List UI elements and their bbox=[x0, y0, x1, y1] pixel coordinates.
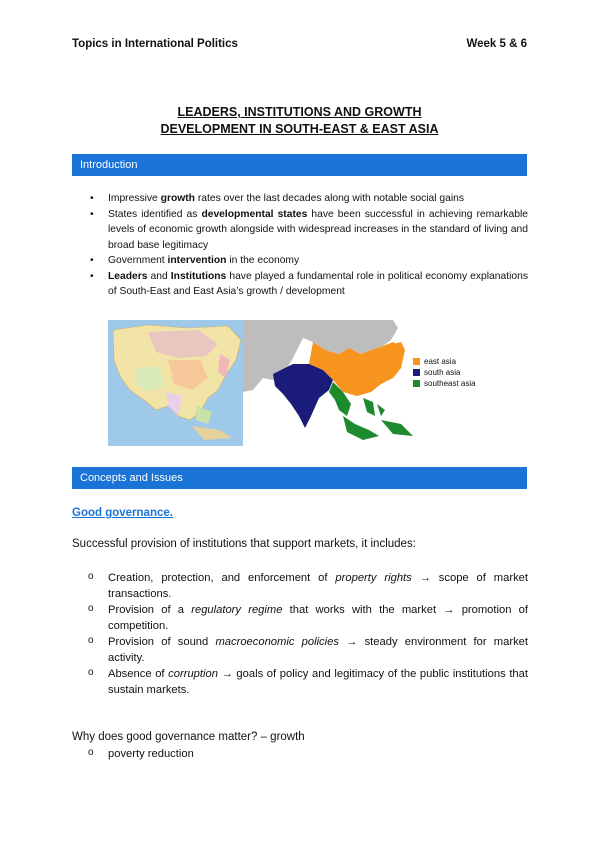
good-governance-link[interactable]: Good governance. bbox=[72, 507, 173, 519]
intro-bullet-list bbox=[88, 191, 528, 300]
legend-item bbox=[413, 367, 476, 378]
why-heading: Why does good governance matter? – growth bbox=[72, 731, 305, 743]
legend-label: southeast asia bbox=[424, 379, 476, 388]
title-line-2: DEVELOPMENT IN SOUTH-EAST & EAST ASIA bbox=[160, 122, 439, 136]
header-week: Week 5 & 6 bbox=[466, 38, 527, 50]
section-band-concepts: Concepts and Issues bbox=[72, 467, 527, 489]
list-item: • States identified as developmental states have been successful in achieving remarkable levels of economic growth alongside with widespread increases in the standard of living and broad base legitimacy bbox=[88, 207, 528, 254]
legend-swatch-southeast-asia bbox=[413, 380, 420, 387]
legend-item bbox=[413, 378, 476, 389]
asia-maps-figure bbox=[108, 320, 508, 446]
title-line-1: LEADERS, INSTITUTIONS AND GROWTH bbox=[177, 105, 422, 119]
list-item: • Impressive growth rates over the last decades along with notable social gains bbox=[88, 191, 528, 207]
list-item: o poverty reduction bbox=[88, 746, 528, 762]
list-item: o Provision of a regulatory regime that works with the market → promotion of competition. bbox=[88, 602, 528, 634]
list-item: • Leaders and Institutions have played a fundamental role in political economy explanations of South-East and East Asia’s growth / development bbox=[88, 269, 528, 300]
regional-map-asia bbox=[243, 320, 508, 446]
list-item: o Provision of sound macroeconomic policies → steady environment for market activity. bbox=[88, 634, 528, 666]
political-map-asia bbox=[108, 320, 243, 446]
list-item: o Creation, protection, and enforcement of property rights → scope of market transactions. bbox=[88, 570, 528, 602]
why-list bbox=[88, 746, 528, 762]
map-legend bbox=[413, 356, 476, 389]
list-item: o Absence of corruption → goals of policy and legitimacy of the public institutions that sustain markets. bbox=[88, 666, 528, 698]
legend-item bbox=[413, 356, 476, 367]
list-item: • Government intervention in the economy bbox=[88, 253, 528, 269]
map-asia-drawing bbox=[108, 320, 243, 446]
legend-label: east asia bbox=[424, 357, 457, 366]
good-governance-list bbox=[88, 570, 528, 698]
legend-label: south asia bbox=[424, 368, 461, 377]
section-band-introduction: Introduction bbox=[72, 154, 527, 176]
legend-swatch-east-asia bbox=[413, 358, 420, 365]
legend-swatch-south-asia bbox=[413, 369, 420, 376]
good-governance-intro: Successful provision of institutions that support markets, it includes: bbox=[72, 538, 416, 550]
header-course-title: Topics in International Politics bbox=[72, 38, 238, 50]
